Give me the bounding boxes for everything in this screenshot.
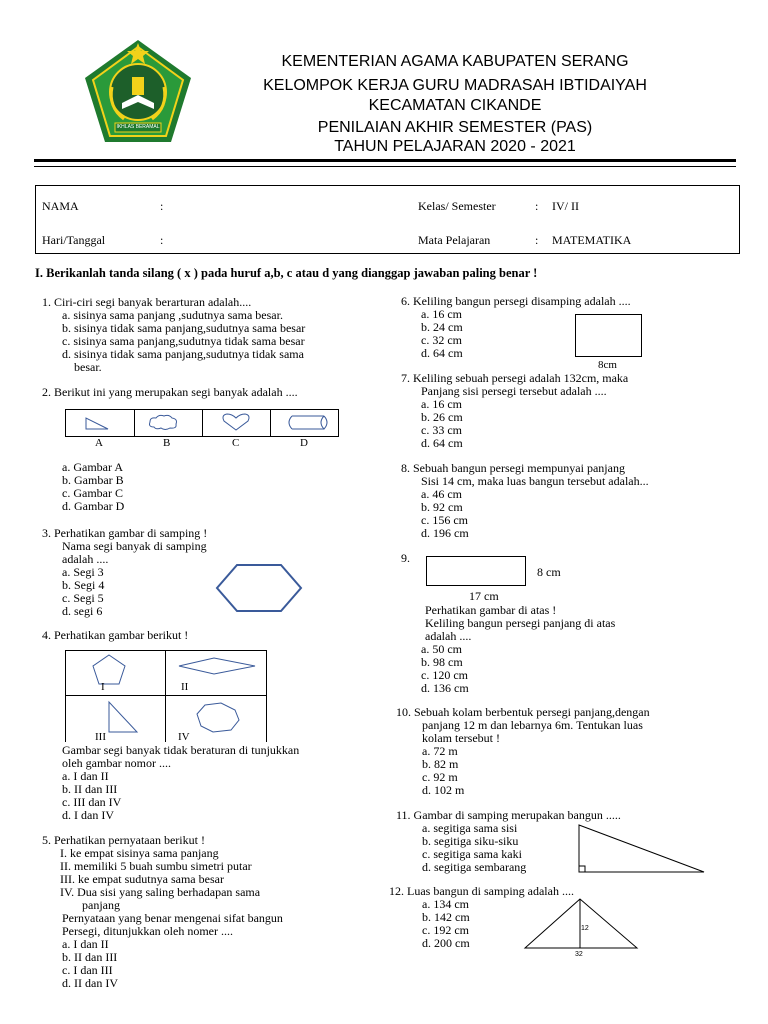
q9-stem: 9. [401, 551, 410, 565]
nama-colon: : [160, 199, 164, 213]
q4-option-d[interactable]: d. I dan IV [62, 808, 114, 822]
right-triangle-figure [578, 824, 708, 874]
rectangle-figure [426, 556, 526, 586]
q9-option-d[interactable]: d. 136 cm [421, 681, 469, 695]
q4-line3: oleh gambar nomor .... [62, 756, 171, 770]
hari-label: Hari/Tanggal [42, 233, 106, 247]
q6-option-d[interactable]: d. 64 cm [421, 346, 463, 360]
q3-option-b[interactable]: b. Segi 4 [62, 578, 105, 592]
q1-option-a[interactable]: a. sisinya sama panjang ,sudutnya sama besar. [62, 308, 283, 322]
q4-label-iii: III [95, 731, 106, 743]
mapel-colon: : [535, 233, 539, 247]
header-ministry: KEMENTERIAN AGAMA KABUPATEN SERANG [281, 53, 629, 70]
q7-option-a[interactable]: a. 16 cm [421, 397, 462, 411]
q5-statement-4-cont: panjang [82, 898, 120, 912]
q6-option-b[interactable]: b. 24 cm [421, 320, 463, 334]
heart-shape [223, 414, 249, 430]
header-divider-thick [34, 159, 736, 162]
header-district: KECAMATAN CIKANDE [368, 97, 542, 114]
q11-option-d[interactable]: d. segitiga sembarang [422, 860, 527, 874]
q7-option-d[interactable]: d. 64 cm [421, 436, 463, 450]
q5-statement-1: I. ke empat sisinya sama panjang [60, 846, 219, 860]
octagon-shape [197, 703, 239, 732]
kelas-value: IV/ II [552, 199, 579, 213]
question-3 [42, 527, 207, 618]
q7-stem: 7. Keliling sebuah persegi adalah 132cm, maka [401, 371, 629, 385]
identity-box [35, 185, 740, 254]
q2-options [62, 461, 124, 513]
rhombus-shape [179, 658, 255, 674]
q12-stem: 12. Luas bangun di samping adalah .... [389, 884, 574, 898]
q9-option-c[interactable]: c. 120 cm [421, 668, 468, 682]
q10-line3: kolam tersebut ! [422, 731, 500, 745]
nama-label: NAMA [42, 199, 79, 213]
q5-statement-2: II. memiliki 5 buah sumbu simetri putar [60, 859, 252, 873]
q2-label-c: C [232, 437, 240, 449]
header-divider-thin [34, 166, 736, 167]
q9-option-b[interactable]: b. 98 cm [421, 655, 463, 669]
q5-option-b[interactable]: b. II dan III [62, 950, 118, 964]
q5-stem: 5. Perhatikan pernyataan berikut ! [42, 833, 205, 847]
q8-stem: 8. Sebuah bangun persegi mempunyai panjang [401, 461, 625, 475]
instruction: I. Berikanlah tanda silang ( x ) pada huruf a,b, c atau d yang dianggap jawaban paling benar ! [35, 266, 538, 280]
q9-option-a[interactable]: a. 50 cm [421, 642, 462, 656]
question-1 [42, 296, 305, 374]
q1-stem: 1. Ciri-ciri segi banyak berarturan adalah.... [42, 295, 252, 309]
q4-option-a[interactable]: a. I dan II [62, 769, 109, 783]
cylinder-shape [289, 416, 327, 429]
q1-option-d[interactable]: d. sisinya tidak sama panjang,sudutnya tidak sama [62, 347, 304, 361]
q11-stem: 11. Gambar di samping merupakan bangun ..... [396, 808, 621, 822]
hari-colon: : [160, 233, 164, 247]
q3-line3: adalah .... [62, 552, 109, 566]
q8-option-b[interactable]: b. 92 cm [421, 500, 463, 514]
q11-option-a[interactable]: a. segitiga sama sisi [422, 821, 518, 835]
q10-option-b[interactable]: b. 82 m [422, 757, 459, 771]
q2-label-a: A [95, 437, 103, 449]
q2-label-b: B [163, 437, 171, 449]
q2-option-b[interactable]: b. Gambar B [62, 473, 124, 487]
kemenag-logo [82, 37, 194, 145]
question-10 [396, 706, 650, 797]
header-exam-title: PENILAIAN AKHIR SEMESTER (PAS) [317, 119, 593, 136]
q10-option-d[interactable]: d. 102 m [422, 783, 465, 797]
q5-line2: Pernyataan yang benar mengenai sifat bangun [62, 911, 283, 925]
q4-label-i: I [101, 681, 105, 693]
q1-option-b[interactable]: b. sisinya tidak sama panjang,sudutnya sama besar [62, 321, 306, 335]
isosceles-triangle-figure [523, 898, 643, 950]
q12-option-c[interactable]: c. 192 cm [422, 923, 469, 937]
pentagon-shape [93, 655, 125, 684]
q9-height: 8 cm [537, 565, 561, 579]
q4-option-b[interactable]: b. II dan III [62, 782, 118, 796]
q5-option-c[interactable]: c. I dan III [62, 963, 113, 977]
q1-option-c[interactable]: c. sisinya sama panjang,sudutnya tidak sama besar [62, 334, 305, 348]
q2-figure-table [65, 409, 339, 437]
q3-option-a[interactable]: a. Segi 3 [62, 565, 104, 579]
q4-label-ii: II [181, 681, 189, 693]
cloud-shape [150, 415, 177, 429]
q4-option-c[interactable]: c. III dan IV [62, 795, 122, 809]
question-5 [42, 834, 283, 990]
q10-stem: 10. Sebuah kolam berbentuk persegi panjang,dengan [396, 705, 650, 719]
q7-line2: Panjang sisi persegi tersebut adalah .... [421, 384, 607, 398]
q11-option-c[interactable]: c. segitiga sama kaki [422, 847, 522, 861]
q5-option-d[interactable]: d. II dan IV [62, 976, 118, 990]
kelas-colon: : [535, 199, 539, 213]
q9-line2: Perhatikan gambar di atas ! [425, 603, 557, 617]
q4-body [62, 744, 299, 822]
q12-option-a[interactable]: a. 134 cm [422, 897, 469, 911]
question-8 [401, 462, 649, 540]
q7-option-b[interactable]: b. 26 cm [421, 410, 463, 424]
q12-option-b[interactable]: b. 142 cm [422, 910, 470, 924]
q2-label-d: D [300, 437, 308, 449]
q5-option-a[interactable]: a. I dan II [62, 937, 109, 951]
q4-line2: Gambar segi banyak tidak beraturan di tunjukkan [62, 743, 300, 757]
q5-statement-3: III. ke empat sudutnya sama besar [60, 872, 224, 886]
mapel-value: MATEMATIKA [552, 233, 632, 247]
q3-line2: Nama segi banyak di samping [62, 539, 207, 553]
q5-statement-4: IV. Dua sisi yang saling berhadapan sama [60, 885, 261, 899]
q7-option-c[interactable]: c. 33 cm [421, 423, 462, 437]
q12-option-d[interactable]: d. 200 cm [422, 936, 470, 950]
header-working-group: KELOMPOK KERJA GURU MADRASAH IBTIDAIYAH [263, 77, 647, 94]
q11-option-b[interactable]: b. segitiga siku-siku [422, 834, 519, 848]
q6-option-c[interactable]: c. 32 cm [421, 333, 462, 347]
q12-height-label: 12 [581, 925, 589, 932]
q10-option-a[interactable]: a. 72 m [422, 744, 458, 758]
q9-width: 17 cm [469, 589, 499, 603]
q12-base-label: 32 [575, 951, 583, 958]
q10-line2: panjang 12 m dan lebarnya 6m. Tentukan luas [422, 718, 643, 732]
q4-stem: 4. Perhatikan gambar berikut ! [42, 628, 189, 642]
mapel-label: Mata Pelajaran [418, 233, 491, 247]
header-school-year: TAHUN PELAJARAN 2020 - 2021 [334, 138, 576, 155]
q2-option-c[interactable]: c. Gambar C [62, 486, 123, 500]
q6-option-a[interactable]: a. 16 cm [421, 307, 462, 321]
q4-figure-grid [65, 650, 267, 742]
q8-option-c[interactable]: c. 156 cm [421, 513, 468, 527]
q3-option-d[interactable]: d. segi 6 [62, 604, 103, 618]
q5-line3: Persegi, ditunjukkan oleh nomer .... [62, 924, 233, 938]
q2-option-a[interactable]: a. Gambar A [62, 460, 123, 474]
q6-stem: 6. Keliling bangun persegi disamping adalah .... [401, 294, 631, 308]
logo-motto: IKHLAS BERAMAL [116, 124, 160, 130]
right-triangle-iv-shape [109, 702, 137, 732]
square-figure [575, 314, 642, 357]
q3-option-c[interactable]: c. Segi 5 [62, 591, 104, 605]
question-9 [421, 604, 615, 695]
q4-label-iv: IV [178, 731, 190, 743]
q9-line4: adalah .... [425, 629, 472, 643]
right-triangle-shape [86, 418, 108, 429]
q10-option-c[interactable]: c. 92 m [422, 770, 458, 784]
question-7 [401, 372, 628, 450]
q8-option-a[interactable]: a. 46 cm [421, 487, 462, 501]
kelas-label: Kelas/ Semester [418, 199, 496, 213]
q6-dimension: 8cm [598, 359, 617, 371]
q1-option-d-cont: besar. [74, 360, 102, 374]
q3-stem: 3. Perhatikan gambar di samping ! [42, 526, 208, 540]
q8-option-d[interactable]: d. 196 cm [421, 526, 469, 540]
q8-line2: Sisi 14 cm, maka luas bangun tersebut adalah... [421, 474, 649, 488]
hexagon-figure [215, 563, 305, 613]
q9-line3: Keliling bangun persegi panjang di atas [425, 616, 616, 630]
q2-option-d[interactable]: d. Gambar D [62, 499, 125, 513]
q2-stem: 2. Berikut ini yang merupakan segi banyak adalah .... [42, 385, 298, 399]
